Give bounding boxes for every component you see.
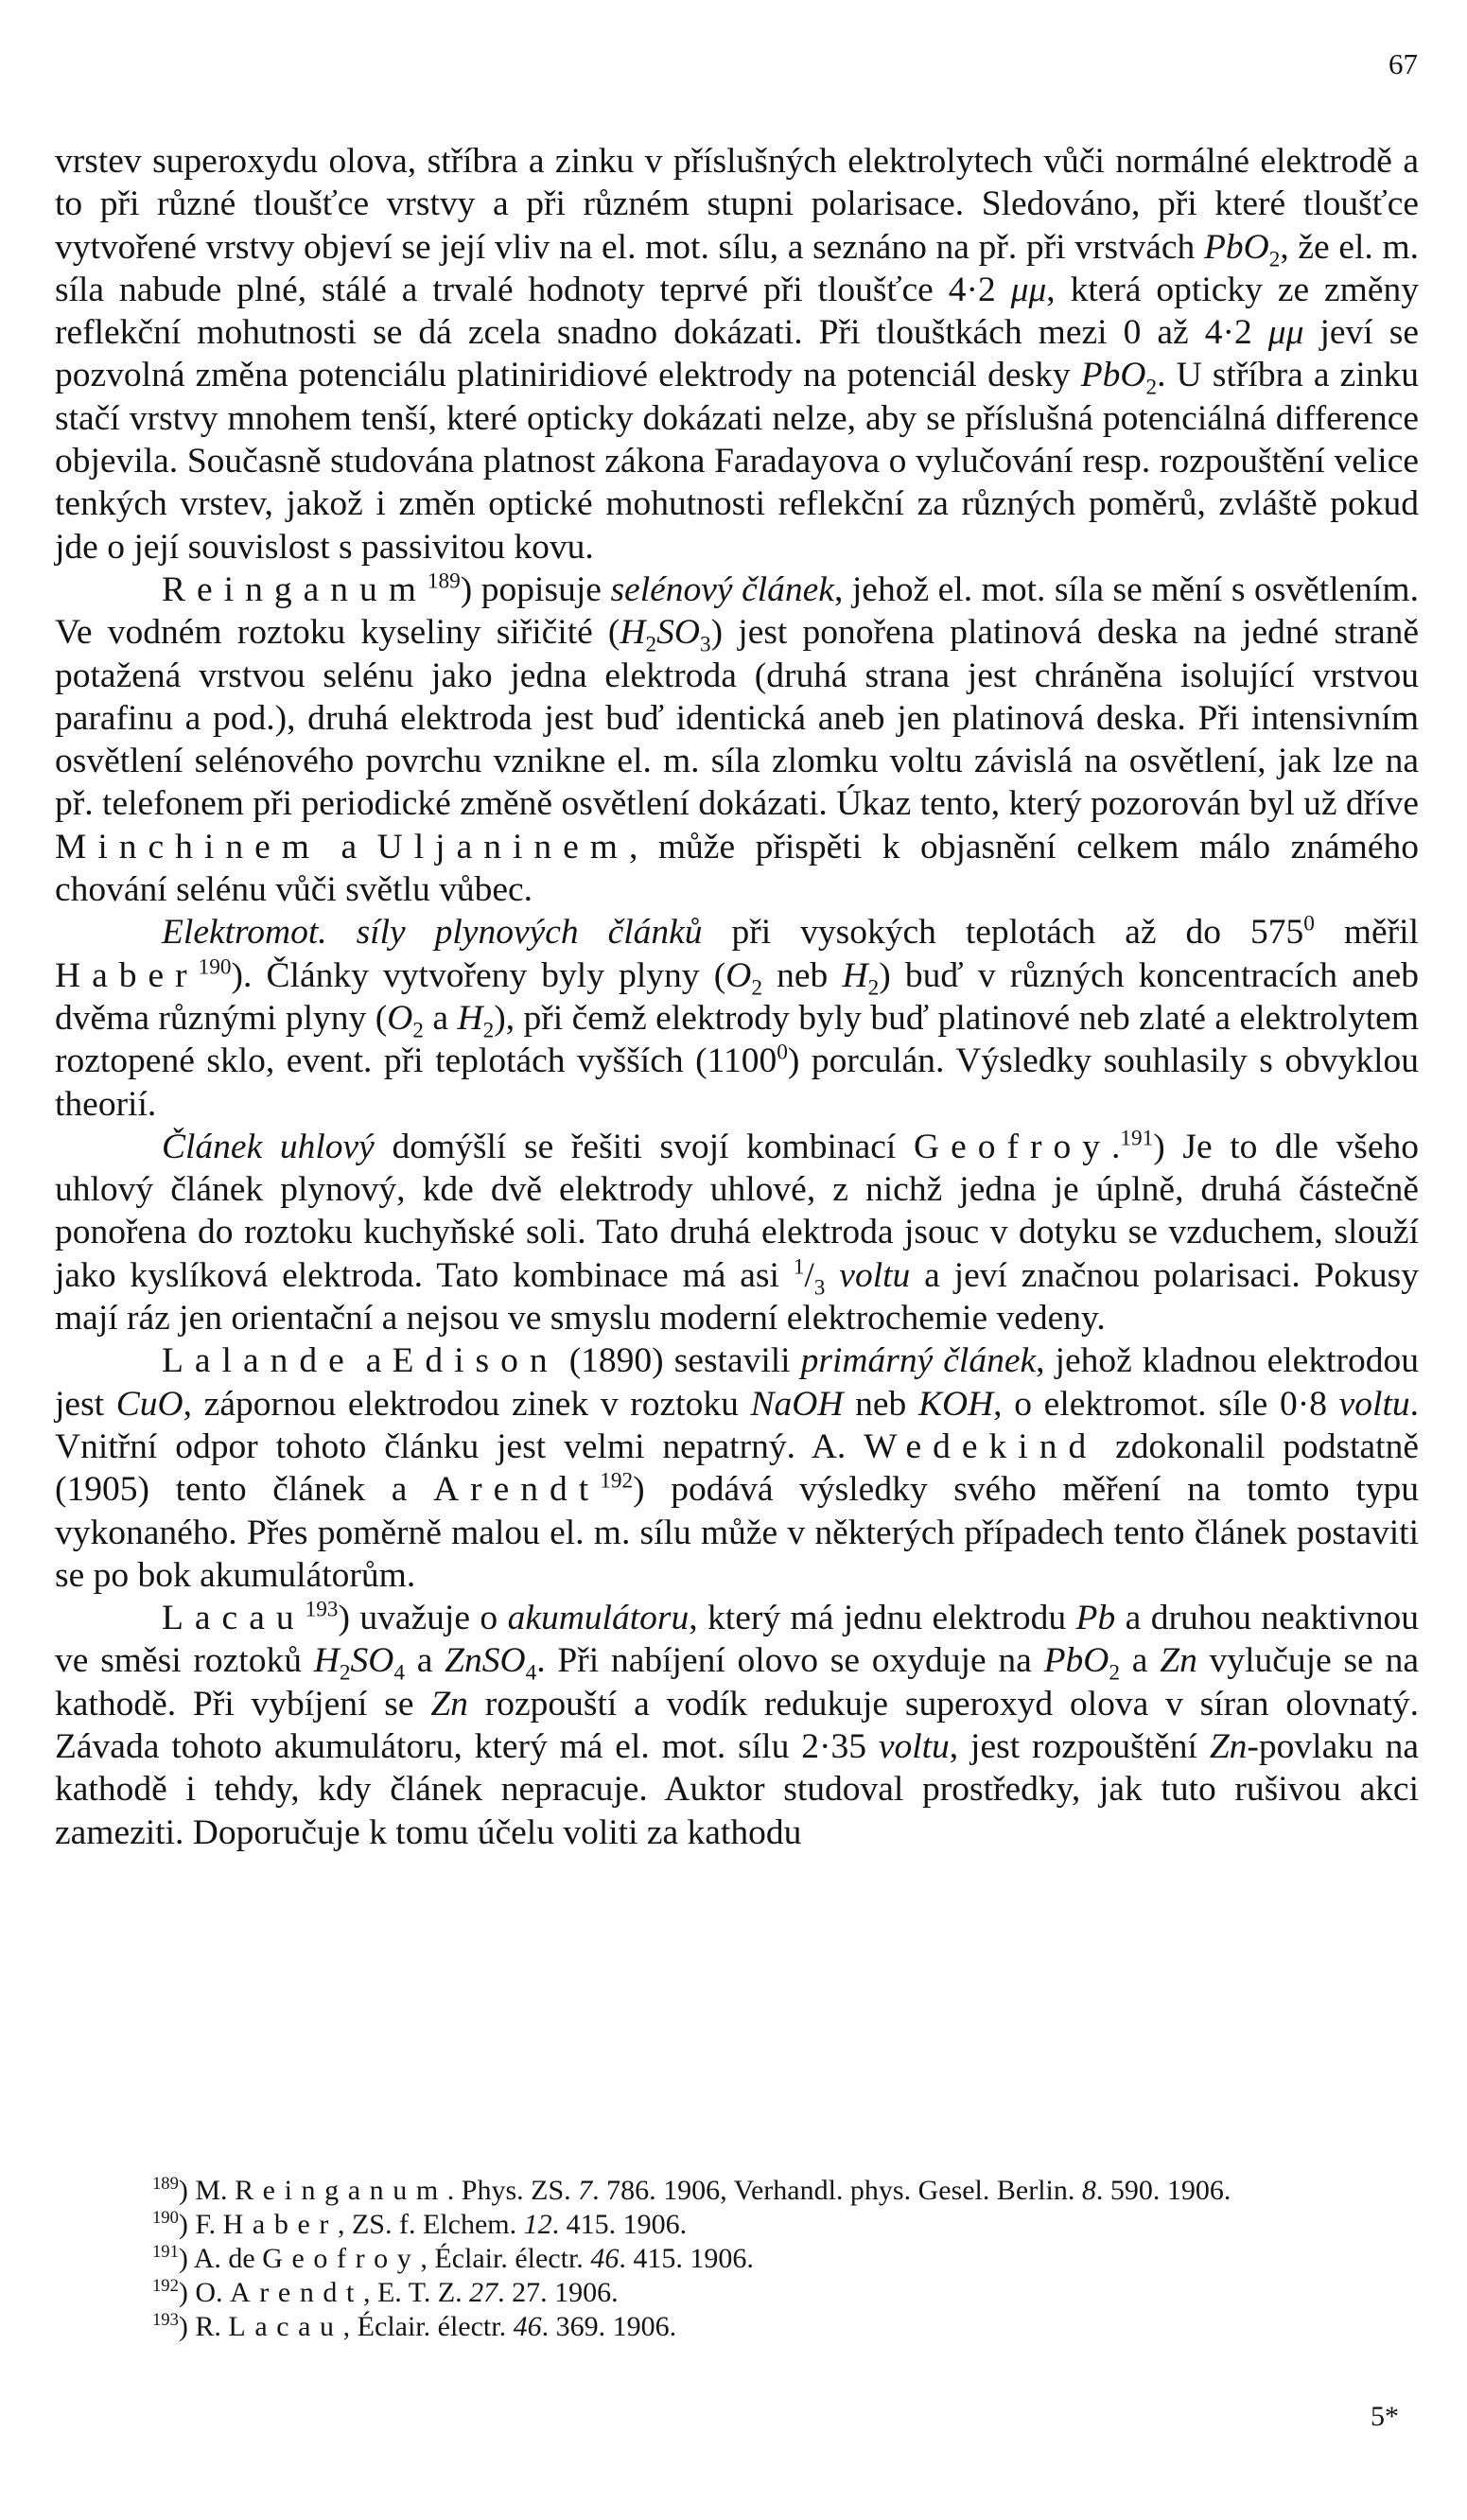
text-run: . 369. 1906. [541,2311,677,2342]
subscript-text: 3 [813,1275,826,1301]
subscript-text: 4 [525,1660,537,1686]
text-run: a druhou neaktivnou ve směsi roztoků [55,1599,1419,1681]
text-run: voltu [1338,1384,1410,1424]
text-run: ) O. [178,2277,231,2308]
text-run: . 415. 1906. [551,2209,688,2240]
text-run: 46 [590,2243,620,2274]
text-run: a [404,1641,445,1681]
text-run: ). Články vytvořeny byly plyny ( [231,955,726,995]
text-run: . Vnitřní odpor tohoto článku jest velmi nepatrný. A. [55,1384,1419,1466]
text-run: měřil [1314,913,1420,953]
text-run: , ZS. f. Elchem. [337,2209,524,2240]
text-run: Arendt [433,1470,601,1510]
text-run: ) F. [178,2209,223,2240]
text-run: . 590. 1906. [1095,2175,1231,2206]
superscript-text: 0 [777,1040,788,1065]
superscript-text: 189 [152,2174,179,2194]
text-run: a [1119,1641,1161,1681]
text-run: . U stříbra a zinku stačí vrstvy mnohem tenší, které opticky dokázati nelze, aby se příslušná potenciálná difference objevila. Současně studována platnost zákona Faradayova o vylučování resp. rozpouštění velice tenkých vrstev, jakož i změn optické mohutnosti reflekční za různých poměrů, zvláště pokud jde o její souvislost s passivitou kovu. [55,356,1419,567]
subscript-text: 2 [1268,247,1281,272]
footnote [55,2242,1419,2276]
text-run: CuO [115,1384,183,1424]
text-run: , jehož kladnou elektrodou jest [55,1341,1419,1424]
text-run: SO [350,1641,394,1681]
text-run: / [804,1255,814,1295]
text-run: ) jest ponořena platinová deska na jedné straně potažená vrstvou selénu jako jedna elektroda (druhá strana jest chráněna isolující vrstvou parafinu a pod.), druhá elektroda jest buď identická aneb jen platinová deska. Při intensivním osvětlení selénového povrchu vznikne el. m. síla zlomku voltu závislá na osvětlení, jak lze na př. telefonem při periodické změně osvětlení dokázati. Úkaz tento, který pozorován byl už dříve [55,613,1419,824]
subscript-text: 2 [1109,1660,1120,1686]
subscript-text: 3 [699,632,711,657]
text-run: Minchinem [55,827,321,866]
superscript-text: 1 [793,1254,805,1280]
subscript-text: 2 [482,1018,495,1043]
paragraph [55,1126,1419,1339]
text-run: Uljaninem [376,827,629,866]
text-run: ) porculán. Výsledky souhlasily s obvyklou theorií. [55,1041,1419,1124]
text-run: NaOH [750,1384,844,1424]
text-run: Lacau [162,1599,306,1638]
paragraph [55,911,1419,1125]
text-run: Geofroy [914,1127,1111,1166]
text-run: , že el. m. síla nabude plné, stálé a trvalé hodnoty teprvé při tloušťce 4·2 [55,227,1419,309]
text-run: 12 [523,2209,552,2240]
text-run: H [313,1641,340,1681]
text-run: a [320,827,377,866]
footnote [55,2276,1419,2310]
text-run: . 27. 1906. [498,2277,619,2308]
text-run: a jeví značnou polarisaci. Pokusy mají ráz jen orientační a nejsou ve smyslu moderní elektrochemie vedeny. [55,1255,1420,1339]
paragraph [55,1597,1419,1854]
text-run: ) buď v různých koncentracích aneb dvěma různými plyny ( [55,955,1419,1038]
text-run: zdokonalil podstatně (1905) tento článek a [55,1426,1419,1510]
text-run: SO [656,613,700,653]
text-run: ) M. [178,2175,236,2206]
signature-mark: 5* [1371,2401,1399,2432]
text-run: domýšlí se řešiti svojí kombinací [374,1127,915,1166]
text-run: O [725,955,752,995]
text-run: -povlaku na kathodě i tehdy, kdy článek nepracuje. Auktor studoval prostředky, jak tuto rušivou akci zameziti. Doporučuje k tomu účelu voliti za kathodu [55,1726,1419,1852]
text-run: Arendt [230,2277,363,2308]
text-run: Elektromot. síly plynových článků [162,913,703,953]
paragraph [55,140,1419,569]
superscript-text: 192 [152,2276,179,2296]
text-run: μμ [1267,313,1304,353]
text-run: ) uvažuje o [338,1599,508,1638]
text-run: akumulátoru [507,1599,690,1638]
text-run: H [842,955,868,995]
subscript-text: 2 [412,1018,424,1043]
text-run: O [387,998,413,1038]
text-run: , jehož el. mot. síla se mění s osvětlením. Ve vodném roztoku kyseliny siřičité ( [55,569,1419,653]
text-run: . Při nabíjení olovo se oxyduje na [536,1641,1044,1681]
text-run: ZnSO [445,1641,526,1681]
text-run: neb [843,1384,918,1424]
text-run: Zn [1209,1726,1248,1766]
subscript-text: 2 [1145,375,1158,400]
text-run: jeví se pozvolná změna potenciálu platiniridiové elektrody na potenciál desky [55,313,1419,395]
text-run: Reinganum [162,569,428,609]
text-run: a [423,998,458,1038]
text-run: primárný článek [800,1341,1037,1381]
text-run: . [1110,1127,1121,1166]
text-run: PbO [1080,356,1146,395]
text-run: ) Je to dle všeho uhlový článek plynový, kde dvě elektrody uhlové, z nichž jedna je úplně, druhá částečně ponořena do roztoku kuchyňské soli. Tato druhá elektroda jsouc v dotyku se vzduchem, slouží jako kyslíková elektroda. Tato kombinace má asi [55,1127,1419,1295]
text-run: , o elektromot. síle 0·8 [993,1384,1339,1424]
paragraph [55,1339,1419,1597]
text-run: Lacau [228,2311,343,2342]
text-run: , Éclair. électr. [420,2243,591,2274]
superscript-text: 193 [152,2310,179,2330]
text-run: H [620,613,646,653]
text-run: KOH [917,1384,994,1424]
text-run: , může přispěti k objasnění celkem málo známého chování selénu vůči světlu vůbec. [55,827,1419,910]
text-run: při vysokých teplotách až do 575 [702,913,1304,953]
text-run: Reinganum [235,2175,447,2206]
text-run: rozpouští a vodík redukuje superoxyd olova v síran olovnatý. Závada tohoto akumulátoru, který má el. mot. sílu 2·35 [55,1684,1419,1766]
text-run: , která opticky ze změny reflekční mohutnosti se dá zcela snadno dokázati. Při tlouštkách mezi 0 až 4·2 [55,270,1419,353]
text-run: 27 [469,2277,498,2308]
text-run: a [355,1341,393,1381]
superscript-text: 189 [427,569,461,594]
text-run: Wedekind [864,1426,1098,1466]
text-run: ) A. de [178,2243,263,2274]
text-run: , jest rozpouštění [949,1726,1210,1766]
text-run: ), při čemž elektrody byly buď platinové neb zlaté a elektrolytem roztopené sklo, event. při teplotách vyšších (1100 [55,998,1419,1081]
text-run: , který má jednu elektrodu [689,1599,1076,1638]
superscript-text: 193 [305,1597,339,1622]
subscript-text: 2 [751,975,762,1001]
text-run: , Éclair. électr. [342,2311,514,2342]
text-run: ) podává výsledky svého měření na tomto typu vykonaného. Přes poměrně malou el. m. sílu může v některých případech tento článek postaviti se po bok akumulátorům. [55,1470,1419,1595]
subscript-text: 4 [393,1660,405,1686]
text-run: , E. T. Z. [362,2277,470,2308]
footnote [55,2208,1419,2242]
superscript-text: 191 [152,2242,179,2262]
text-run: 8 [1081,2175,1096,2206]
text-run: . Phys. ZS. [446,2175,579,2206]
text-run: 7 [578,2175,593,2206]
text-run: , zápornou elektrodou zinek v roztoku [183,1384,751,1424]
text-run: Článek uhlový [162,1127,375,1166]
superscript-text: 191 [1120,1126,1154,1151]
text-run: selénový článek [610,569,834,609]
text-run: Edison [392,1341,559,1381]
text-run: Haber [55,955,199,995]
paragraph [55,569,1419,911]
page-number: 67 [1388,47,1418,80]
text-run: voltu [878,1726,950,1766]
superscript-text: 0 [1303,911,1315,936]
text-run: PbO [1043,1641,1109,1681]
text-run: Pb [1075,1599,1116,1638]
text-run: ) popisuje [460,569,611,609]
text-run: H [457,998,483,1038]
footnotes [55,2174,1419,2344]
text-run: . 786. 1906, Verhandl. phys. Gesel. Berlin. [592,2175,1082,2206]
footnote [55,2174,1419,2208]
text-run: ) R. [178,2311,229,2342]
superscript-text: 192 [600,1468,634,1494]
text-run: neb [761,955,843,995]
footnote [55,2310,1419,2344]
text-run: Geofroy [262,2243,421,2274]
text-run: μμ [1010,270,1047,309]
text-run: vrstev superoxydu olova, stříbra a zinku v příslušných elektrolytech vůči normálné elektrodě a to při různé tloušťce vrstvy a při různém stupni polarisace. Sledováno, při které tloušťce vytvořené vrstvy objeví se její vliv na el. mot. sílu, a seznáno na př. při vrstvách [55,142,1419,267]
text-run: Lalande [162,1341,356,1381]
text-run: PbO [1203,227,1269,267]
text-run: . 415. 1906. [619,2243,754,2274]
text-run: Zn [1160,1641,1197,1681]
superscript-text: 190 [152,2208,179,2228]
text-run: Zn [430,1684,468,1724]
text-run: (1890) sestavili [558,1341,801,1381]
text-run: Haber [222,2209,338,2240]
body-text [55,140,1419,1854]
text-run: 46 [513,2311,542,2342]
text-run [825,1256,839,1295]
subscript-text: 2 [645,632,657,657]
subscript-text: 2 [867,975,880,1001]
subscript-text: 2 [339,1660,351,1686]
text-run: vylučuje se na kathodě. Při vybíjení se [55,1641,1419,1724]
text-run: voltu [839,1255,911,1295]
superscript-text: 190 [198,954,232,980]
